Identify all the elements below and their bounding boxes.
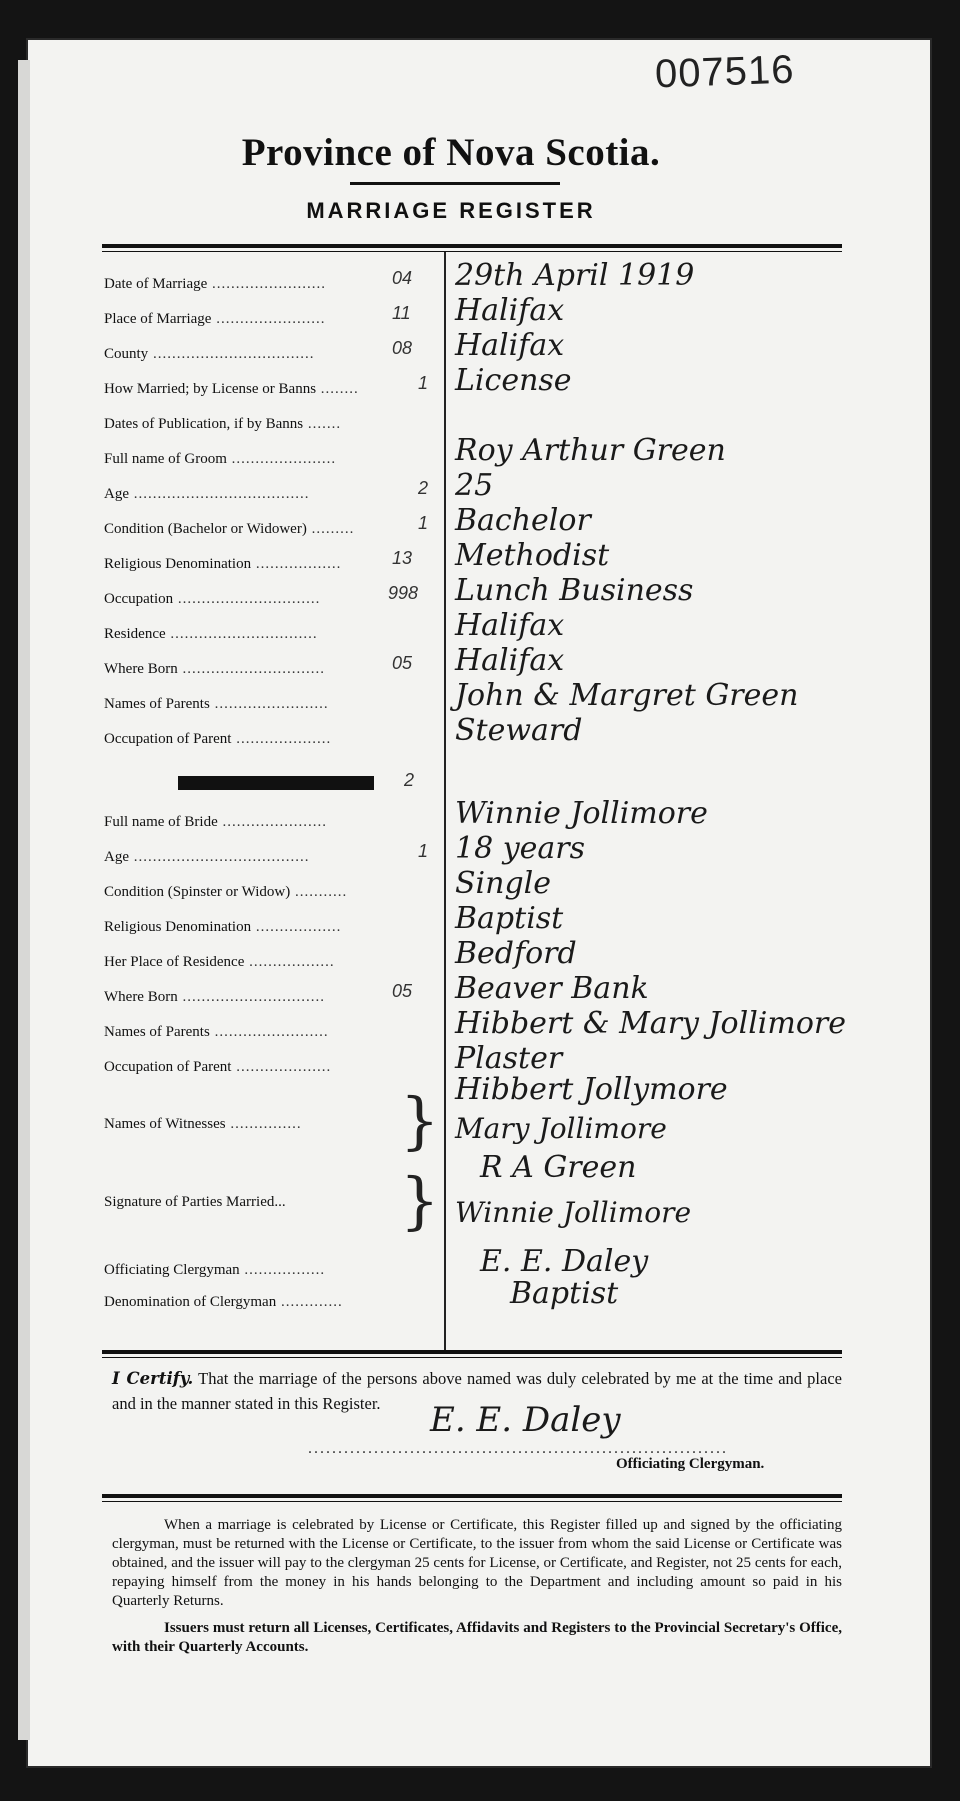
leader-dots: ........... [290, 884, 348, 900]
field-label: Condition (Spinster or Widow) [104, 884, 291, 900]
groom-field-row [104, 486, 444, 516]
bride-section-bar [178, 776, 374, 790]
groom-field-row [104, 731, 444, 761]
certify-signature-caption: Officiating Clergyman. [616, 1456, 765, 1472]
leader-dots: .................. [244, 954, 335, 970]
field-label: Age [104, 486, 129, 502]
field-value: Steward [455, 713, 583, 748]
bride-field-row [104, 919, 444, 949]
field-label: Names of Parents [104, 696, 210, 712]
field-code: 1 [418, 513, 429, 533]
field-code: 998 [388, 583, 419, 603]
field-label: Religious Denomination [104, 919, 252, 935]
field-code: 05 [392, 981, 413, 1001]
field-code: 2 [418, 478, 429, 498]
field-value: Halifax [455, 293, 565, 328]
leader-dots: .................... [231, 731, 332, 747]
bride-section-code: 2 [404, 770, 415, 790]
bride-field-row [104, 1059, 444, 1089]
document-number: 007516 [654, 47, 796, 97]
field-value: Baptist [455, 901, 564, 936]
leader-dots: .................. [251, 556, 342, 572]
field-label: Age [104, 849, 129, 865]
title-divider [350, 182, 560, 185]
field-label: Where Born [104, 661, 178, 677]
field-value: Roy Arthur Green [455, 433, 726, 468]
leader-dots: ....................... [211, 311, 326, 327]
notice-paragraph-1: When a marriage is celebrated by License or Certificate, this Register filled up and signed by the officiating clergyman, must be returned with the License or Certificate, to the issuer from whom the said License or Certificate was obtained, and the issuer will pay to the clergyman 25 cents for License, or Certificate, and Register, not 25 cents for each, repaying himself from the money in his hands belonging to the Department and including amount so paid in his Quarterly Returns. [112, 1517, 842, 1609]
notice-paragraph-2: Issuers must return all Licenses, Certificates, Affidavits and Registers to the Provincial Secretary's Office, with their Quarterly Accounts. [112, 1620, 842, 1655]
bottom-double-rule [102, 1494, 842, 1502]
leader-dots: ...................... [217, 814, 327, 830]
leader-dots: ..................................... [129, 849, 310, 865]
witnesses-row: Names of Witnesses ............... [104, 1116, 302, 1132]
field-label: Occupation [104, 591, 174, 607]
field-label: Dates of Publication, if by Banns [104, 416, 304, 432]
signature-2-value: Winnie Jollimore [455, 1196, 692, 1229]
certify-signature-line: ...................................................................... [308, 1440, 728, 1457]
leader-dots: .................... [231, 1059, 332, 1075]
groom-field-row [104, 416, 444, 446]
field-label: How Married; by License or Banns [104, 381, 317, 397]
field-value: Halifax [455, 328, 565, 363]
field-value: License [455, 363, 572, 398]
field-code: 1 [418, 841, 429, 861]
field-label: Condition (Bachelor or Widower) [104, 521, 307, 537]
field-value: Baptist [510, 1276, 619, 1311]
leader-dots: .............................. [177, 661, 325, 677]
leader-dots: .............................. [173, 591, 321, 607]
field-value: 29th April 1919 [455, 258, 695, 293]
groom-field-row [104, 451, 444, 481]
field-label: Names of Parents [104, 1024, 210, 1040]
field-value: Plaster [455, 1041, 563, 1076]
register-subtitle: MARRIAGE REGISTER [306, 198, 596, 223]
signature-1-value: R A Green [480, 1150, 637, 1185]
leader-dots: ........ [316, 381, 359, 397]
bride-field-row [104, 814, 444, 844]
field-value: Halifax [455, 608, 565, 643]
certify-text: That the marriage of the persons above named was duly celebrated by me at the time and place and in the manner stated in this Register. [112, 1369, 842, 1413]
groom-field-row [104, 521, 444, 551]
groom-field-row [104, 626, 444, 656]
bride-field-row [104, 849, 444, 879]
leader-dots: ...................... [226, 451, 337, 467]
field-value: 25 [455, 468, 494, 503]
clergy-field-row [104, 1294, 444, 1324]
signatures-brace: } [400, 1164, 440, 1237]
signatures-row [104, 1194, 444, 1224]
field-value: Halifax [455, 643, 565, 678]
top-double-rule [102, 244, 842, 252]
page-title: Province of Nova Scotia. [241, 131, 661, 174]
field-value: Beaver Bank [455, 971, 649, 1006]
leader-dots: ................. [239, 1262, 326, 1278]
field-label: County [104, 346, 149, 362]
field-value: Bedford [455, 936, 577, 971]
bride-field-row [104, 1024, 444, 1054]
leader-dots: ....... [303, 416, 342, 432]
field-label: Place of Marriage [104, 311, 212, 327]
field-value: Bachelor [455, 503, 591, 538]
field-value: Lunch Business [455, 573, 694, 608]
field-label: Full name of Bride [104, 814, 218, 830]
groom-field-row [104, 696, 444, 726]
certify-signature: E. E. Daley [430, 1400, 621, 1440]
field-value: Hibbert & Mary Jollimore [455, 1006, 846, 1041]
field-label: Occupation of Parent [104, 1059, 232, 1075]
notice-text [112, 1516, 842, 1665]
field-code: 1 [418, 373, 429, 393]
field-label: Residence [104, 626, 166, 642]
leader-dots: .................. [251, 919, 342, 935]
field-value: Winnie Jollimore [455, 796, 708, 831]
witness-1-value: Hibbert Jollymore [455, 1072, 728, 1107]
leader-dots: ......... [306, 521, 355, 537]
field-value: Methodist [455, 538, 610, 573]
field-code: 08 [392, 338, 413, 358]
field-label: Full name of Groom [104, 451, 227, 467]
bride-field-row [104, 954, 444, 984]
field-value: Single [455, 866, 552, 901]
field-label: Date of Marriage [104, 276, 208, 292]
field-label: Her Place of Residence [104, 954, 245, 970]
leader-dots: ............. [276, 1294, 343, 1310]
leader-dots: ............................... [165, 626, 318, 642]
field-label: Officiating Clergyman [104, 1262, 240, 1278]
witness-2-value: Mary Jollimore [455, 1112, 667, 1145]
field-value: John & Margret Green [455, 678, 799, 713]
field-code: 11 [392, 303, 411, 323]
field-value: 18 years [455, 831, 586, 866]
column-divider [444, 252, 446, 1352]
field-label: Where Born [104, 989, 178, 1005]
groom-field-row [104, 381, 444, 411]
middle-double-rule [102, 1350, 842, 1358]
leader-dots: ..................................... [129, 486, 310, 502]
bride-field-row [104, 884, 444, 914]
field-label: Occupation of Parent [104, 731, 232, 747]
leader-dots: ........................ [207, 276, 327, 292]
field-label: Denomination of Clergyman [104, 1294, 277, 1310]
field-label: Religious Denomination [104, 556, 252, 572]
field-value: E. E. Daley [480, 1244, 649, 1279]
leader-dots: .................................. [148, 346, 315, 362]
field-code: 05 [392, 653, 413, 673]
field-code: 13 [392, 548, 413, 568]
witnesses-label: Names of Witnesses [104, 1116, 226, 1132]
signatures-label: Signature of Parties Married... [104, 1194, 286, 1210]
field-code: 04 [392, 268, 413, 288]
clergy-field-row [104, 1262, 444, 1292]
witnesses-brace: } [400, 1084, 440, 1157]
leader-dots: ........................ [209, 696, 329, 712]
certify-prefix: I Certify. [112, 1369, 194, 1388]
leader-dots: ........................ [209, 1024, 329, 1040]
leader-dots: .............................. [177, 989, 325, 1005]
